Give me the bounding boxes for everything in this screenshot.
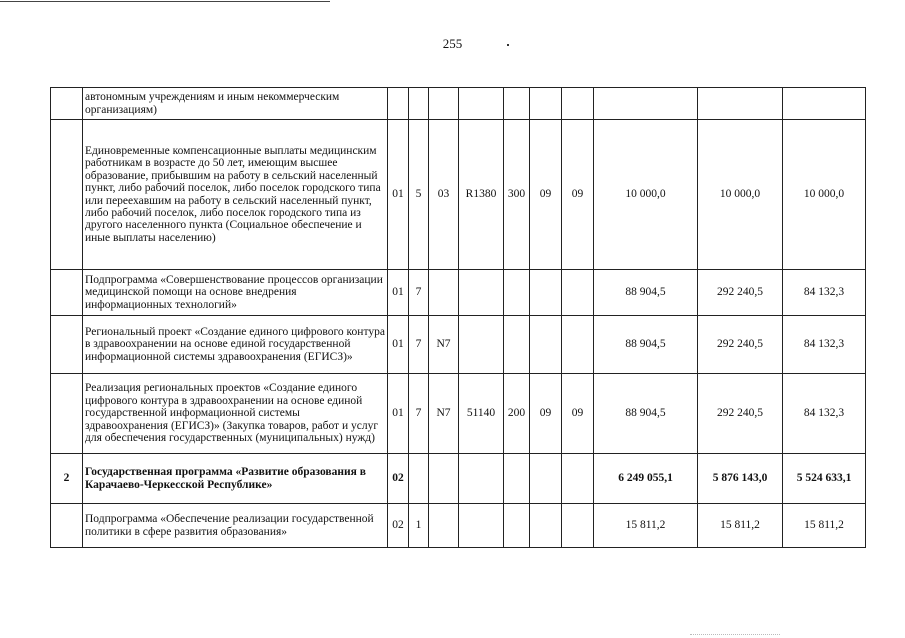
code-section bbox=[530, 88, 562, 120]
code-expense-type bbox=[504, 316, 530, 374]
code-expense-type bbox=[504, 270, 530, 316]
code-subprogram bbox=[409, 454, 429, 504]
amount-year-3 bbox=[783, 88, 866, 120]
code-program: 02 bbox=[388, 454, 409, 504]
code-program: 01 bbox=[388, 120, 409, 270]
code-program: 01 bbox=[388, 316, 409, 374]
amount-year-2: 5 876 143,0 bbox=[698, 454, 783, 504]
code-event: N7 bbox=[429, 316, 459, 374]
code-program: 02 bbox=[388, 504, 409, 548]
row-description: Региональный проект «Создание единого цифрового контура в здравоохранении на основе единой государственной информационной системы здравоохранения (ЕГИСЗ)» bbox=[83, 316, 388, 374]
table-row bbox=[51, 504, 866, 548]
amount-year-1: 88 904,5 bbox=[594, 270, 698, 316]
code-expense-type bbox=[504, 504, 530, 548]
amount-year-1: 10 000,0 bbox=[594, 120, 698, 270]
code-program: 01 bbox=[388, 270, 409, 316]
amount-year-3: 84 132,3 bbox=[783, 374, 866, 454]
scan-speck bbox=[507, 44, 509, 46]
table-row bbox=[51, 316, 866, 374]
code-section bbox=[530, 316, 562, 374]
amount-year-3: 84 132,3 bbox=[783, 316, 866, 374]
amount-year-1 bbox=[594, 88, 698, 120]
row-number bbox=[51, 316, 83, 374]
row-description: автономным учреждениям и иным некоммерческим организациям) bbox=[83, 88, 388, 120]
row-number bbox=[51, 504, 83, 548]
code-direction: 51140 bbox=[459, 374, 504, 454]
code-subsection bbox=[562, 316, 594, 374]
code-expense-type bbox=[504, 454, 530, 504]
row-number bbox=[51, 120, 83, 270]
code-expense-type bbox=[504, 88, 530, 120]
top-rule bbox=[0, 1, 330, 2]
table-row bbox=[51, 88, 866, 120]
table-row bbox=[51, 120, 866, 270]
table-row bbox=[51, 270, 866, 316]
row-number bbox=[51, 88, 83, 120]
row-description: Подпрограмма «Обеспечение реализации государственной политики в сфере развития образования» bbox=[83, 504, 388, 548]
row-description: Подпрограмма «Совершенствование процессов организации медицинской помощи на основе внедрения информационных технологий» bbox=[83, 270, 388, 316]
amount-year-1: 6 249 055,1 bbox=[594, 454, 698, 504]
table-row bbox=[51, 374, 866, 454]
code-event bbox=[429, 454, 459, 504]
code-subprogram: 7 bbox=[409, 374, 429, 454]
amount-year-3: 84 132,3 bbox=[783, 270, 866, 316]
code-direction bbox=[459, 504, 504, 548]
amount-year-3: 5 524 633,1 bbox=[783, 454, 866, 504]
code-event bbox=[429, 88, 459, 120]
code-section: 09 bbox=[530, 374, 562, 454]
code-section: 09 bbox=[530, 120, 562, 270]
page-number: 255 bbox=[442, 36, 463, 51]
row-number bbox=[51, 374, 83, 454]
code-direction bbox=[459, 316, 504, 374]
code-subprogram: 5 bbox=[409, 120, 429, 270]
code-section bbox=[530, 504, 562, 548]
code-subprogram: 7 bbox=[409, 316, 429, 374]
code-event: 03 bbox=[429, 120, 459, 270]
code-direction bbox=[459, 88, 504, 120]
row-description: Единовременные компенсационные выплаты медицинским работникам в возрасте до 50 лет, имеющим высшее образование, прибывшим на работу в сельский населенный пункт, либо рабочий поселок, либо поселок городского типа или переехавшим на работу в сельский населенный пункт, либо рабочий поселок, либо поселок городского типа из другого населенного пункта (Социальное обеспечение и иные выплаты населению) bbox=[83, 120, 388, 270]
code-event bbox=[429, 504, 459, 548]
code-program: 01 bbox=[388, 374, 409, 454]
code-subprogram bbox=[409, 88, 429, 120]
amount-year-3: 10 000,0 bbox=[783, 120, 866, 270]
code-subprogram: 1 bbox=[409, 504, 429, 548]
code-subsection: 09 bbox=[562, 374, 594, 454]
code-program bbox=[388, 88, 409, 120]
amount-year-2: 292 240,5 bbox=[698, 316, 783, 374]
row-description: Государственная программа «Развитие образования в Карачаево-Черкесской Республике» bbox=[83, 454, 388, 504]
table-row bbox=[51, 454, 866, 504]
code-event: N7 bbox=[429, 374, 459, 454]
code-subprogram: 7 bbox=[409, 270, 429, 316]
code-subsection: 09 bbox=[562, 120, 594, 270]
row-number: 2 bbox=[51, 454, 83, 504]
code-expense-type: 200 bbox=[504, 374, 530, 454]
code-subsection bbox=[562, 454, 594, 504]
code-event bbox=[429, 270, 459, 316]
scan-artifact bbox=[690, 634, 780, 635]
amount-year-1: 88 904,5 bbox=[594, 316, 698, 374]
code-subsection bbox=[562, 270, 594, 316]
row-description: Реализация региональных проектов «Создание единого цифрового контура в здравоохранении на основе единой государственной информационной системы здравоохранения (ЕГИСЗ)» (Закупка товаров, работ и услуг для обеспечения государственных (муниципальных) нужд) bbox=[83, 374, 388, 454]
code-direction: R1380 bbox=[459, 120, 504, 270]
budget-table bbox=[50, 87, 866, 548]
amount-year-2 bbox=[698, 88, 783, 120]
code-section bbox=[530, 454, 562, 504]
code-subsection bbox=[562, 88, 594, 120]
code-subsection bbox=[562, 504, 594, 548]
amount-year-2: 10 000,0 bbox=[698, 120, 783, 270]
code-direction bbox=[459, 270, 504, 316]
amount-year-1: 15 811,2 bbox=[594, 504, 698, 548]
code-section bbox=[530, 270, 562, 316]
amount-year-1: 88 904,5 bbox=[594, 374, 698, 454]
code-expense-type: 300 bbox=[504, 120, 530, 270]
row-number bbox=[51, 270, 83, 316]
amount-year-2: 292 240,5 bbox=[698, 374, 783, 454]
code-direction bbox=[459, 454, 504, 504]
amount-year-2: 15 811,2 bbox=[698, 504, 783, 548]
amount-year-3: 15 811,2 bbox=[783, 504, 866, 548]
amount-year-2: 292 240,5 bbox=[698, 270, 783, 316]
